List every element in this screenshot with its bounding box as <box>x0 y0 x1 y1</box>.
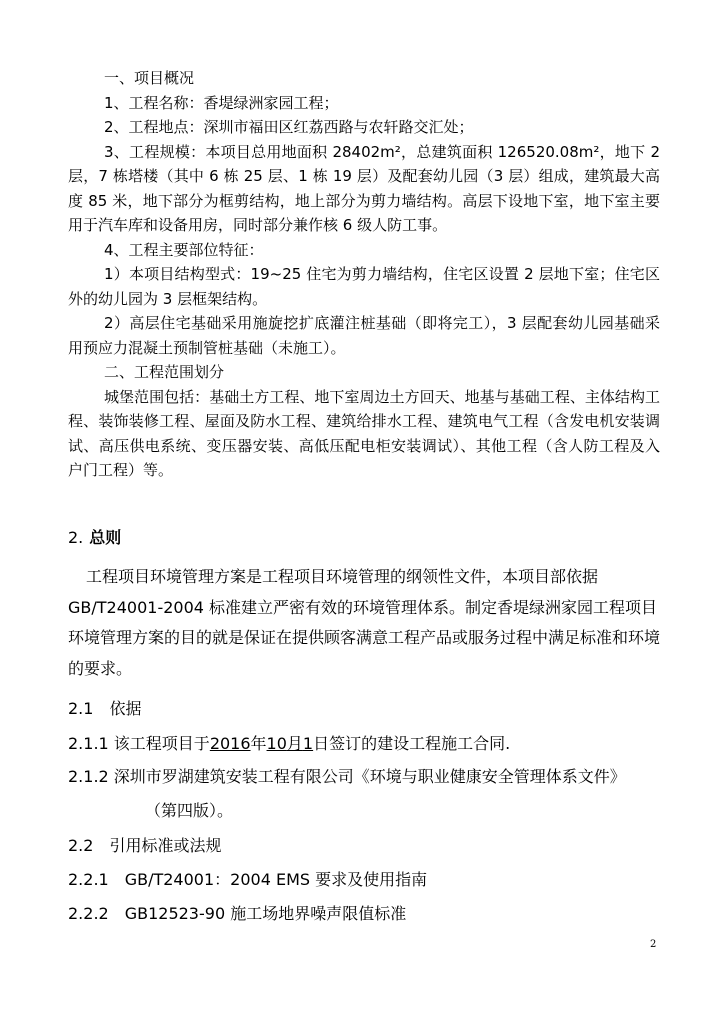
month-unit: 月 <box>286 734 303 753</box>
section-number: 2. <box>68 528 84 547</box>
contract-year: 2016 <box>209 734 251 753</box>
general-paragraph: 工程项目环境管理方案是工程项目环境管理的纲领性文件，本项目部依据 GB/T24001-2004 标准建立严密有效的环境管理体系。制定香堤绿洲家园工程项目环境管理方案的目的就是保证在提供顾客满意工程产品或服务过程中满足标准和环境的要求。 <box>68 567 661 678</box>
contract-date-line <box>68 732 510 756</box>
company-document-line: 2.1.2 深圳市罗湖建筑安装工程有限公司《环境与职业健康安全管理体系文件》 <box>68 767 626 786</box>
contract-day: 1 <box>302 734 314 753</box>
structure-type-paragraph: 1）本项目结构型式：19~25 住宅为剪力墙结构，住宅区设置 2 层地下室；住宅区外的幼儿园为 3 层框架结构。 <box>68 265 660 308</box>
contract-date-suffix: 日签订的建设工程施工合同. <box>313 734 511 753</box>
edition-line: （第四版）。 <box>145 801 234 820</box>
foundation-paragraph: 2）高层住宅基础采用施旋挖扩底灌注桩基础（即将完工），3 层配套幼儿园基础采用预应力混凝土预制管桩基础（未施工）。 <box>68 314 660 357</box>
page-number: 2 <box>650 939 657 950</box>
project-scale-paragraph: 3、工程规模：本项目总用地面积 28402m²，总建筑面积 126520.08m²，地下 2 层，7 栋塔楼（其中 6 栋 25 层、1 栋 19 层）及配套幼儿园（3 层）组成，建筑最大高度 85 米，地下部分为框剪结构，地上部分为剪力墙结构。高层下设地下室，地下室主要用于汽车库和设备用房，同时部分兼作核 6 级人防工事。 <box>68 142 660 234</box>
project-location-line: 2、工程地点：深圳市福田区红荔西路与农轩路交汇处； <box>104 118 474 136</box>
basis-heading: 2.1 依据 <box>68 699 142 718</box>
project-overview-section <box>68 66 660 483</box>
scope-heading: 二、工程范围划分 <box>104 363 225 381</box>
scope-paragraph: 城堡范围包括：基础土方工程、地下室周边土方回天、地基与基础工程、主体结构工程、装饰装修工程、屋面及防水工程、建筑给排水工程、建筑电气工程（含发电机安装调试、高压供电系统、变压器安装、高低压配电柜安装调试）、其他工程（含人防工程及入户门工程）等。 <box>68 387 660 479</box>
project-name-line: 1、工程名称：香堤绿洲家园工程； <box>104 93 339 112</box>
contract-month: 10 <box>266 734 287 753</box>
standards-heading: 2.2 引用标准或法规 <box>68 836 222 855</box>
main-features-heading: 4、工程主要部位特征： <box>104 240 264 259</box>
section-title: 总则 <box>89 528 122 547</box>
contract-date-prefix: 2.1.1 该工程项目于 <box>68 734 210 753</box>
standard-item-2: 2.2.2 GB12523-90 施工场地界噪声限值标准 <box>68 904 407 923</box>
general-section-heading <box>68 526 121 550</box>
standard-item-1: 2.2.1 GB/T24001：2004 EMS 要求及使用指南 <box>68 870 428 889</box>
overview-heading: 一、项目概况 <box>104 69 195 87</box>
year-unit: 年 <box>250 734 267 753</box>
